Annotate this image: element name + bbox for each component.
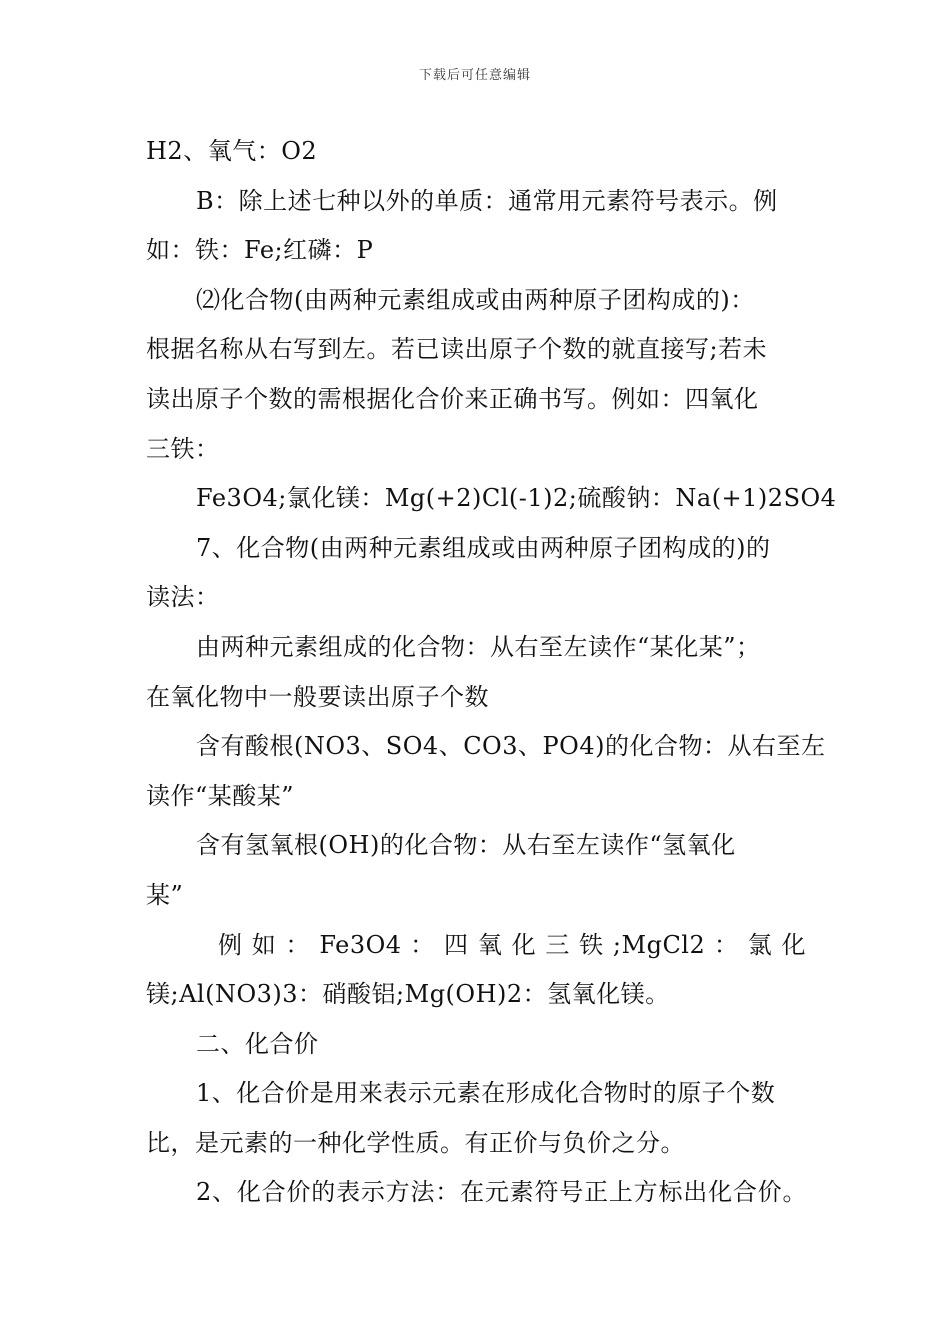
text-line: 如：铁：Fe;红磷：P [146,236,374,265]
text-line: 三铁： [146,434,220,463]
text-line: 1、化合价是用来表示元素在形成化合物时的原子个数 [196,1079,776,1108]
text-line: 例 如 ： Fe3O4 ： 四 氧 化 三 铁 ;MgCl2 ： 氯 化 [218,930,806,959]
text-line: 含有氢氧根(OH)的化合物：从右至左读作“氢氧化 [196,831,736,860]
text-line: 根据名称从右写到左。若已读出原子个数的就直接写;若未 [146,335,768,364]
text-line: Fe3O4;氯化镁：Mg(+2)Cl(-1)2;硫酸钠：Na(+1)2SO4 [196,484,837,513]
text-line: 镁;Al(NO3)3：硝酸铝;Mg(OH)2：氢氧化镁。 [146,980,670,1009]
text-line: 读作“某酸某” [146,781,295,810]
text-line: 读法： [146,583,220,612]
text-line: 含有酸根(NO3、SO4、CO3、PO4)的化合物：从右至左 [196,732,826,761]
text-line: 由两种元素组成的化合物：从右至左读作“某化某”； [196,632,761,661]
section-heading: 二、化合价 [196,1029,319,1058]
text-line: 某” [146,880,184,909]
page-header: 下载后可任意编辑 [418,68,531,83]
text-line: ⑵化合物(由两种元素组成或由两种原子团构成的)： [196,285,755,314]
text-line: H2、氧气：O2 [146,137,318,165]
document-body [146,127,837,1218]
text-line: 比，是元素的一种化学性质。有正价与负价之分。 [146,1128,685,1157]
text-line: 2、化合价的表示方法：在元素符号正上方标出化合价。 [196,1178,808,1207]
text-line: B：除上述七种以外的单质：通常用元素符号表示。例 [196,186,778,215]
text-line: 读出原子个数的需根据化合价来正确书写。例如：四氧化 [146,384,759,413]
text-line: 7、化合物(由两种元素组成或由两种原子团构成的)的 [196,533,771,562]
text-line: 在氧化物中一般要读出原子个数 [146,682,489,711]
